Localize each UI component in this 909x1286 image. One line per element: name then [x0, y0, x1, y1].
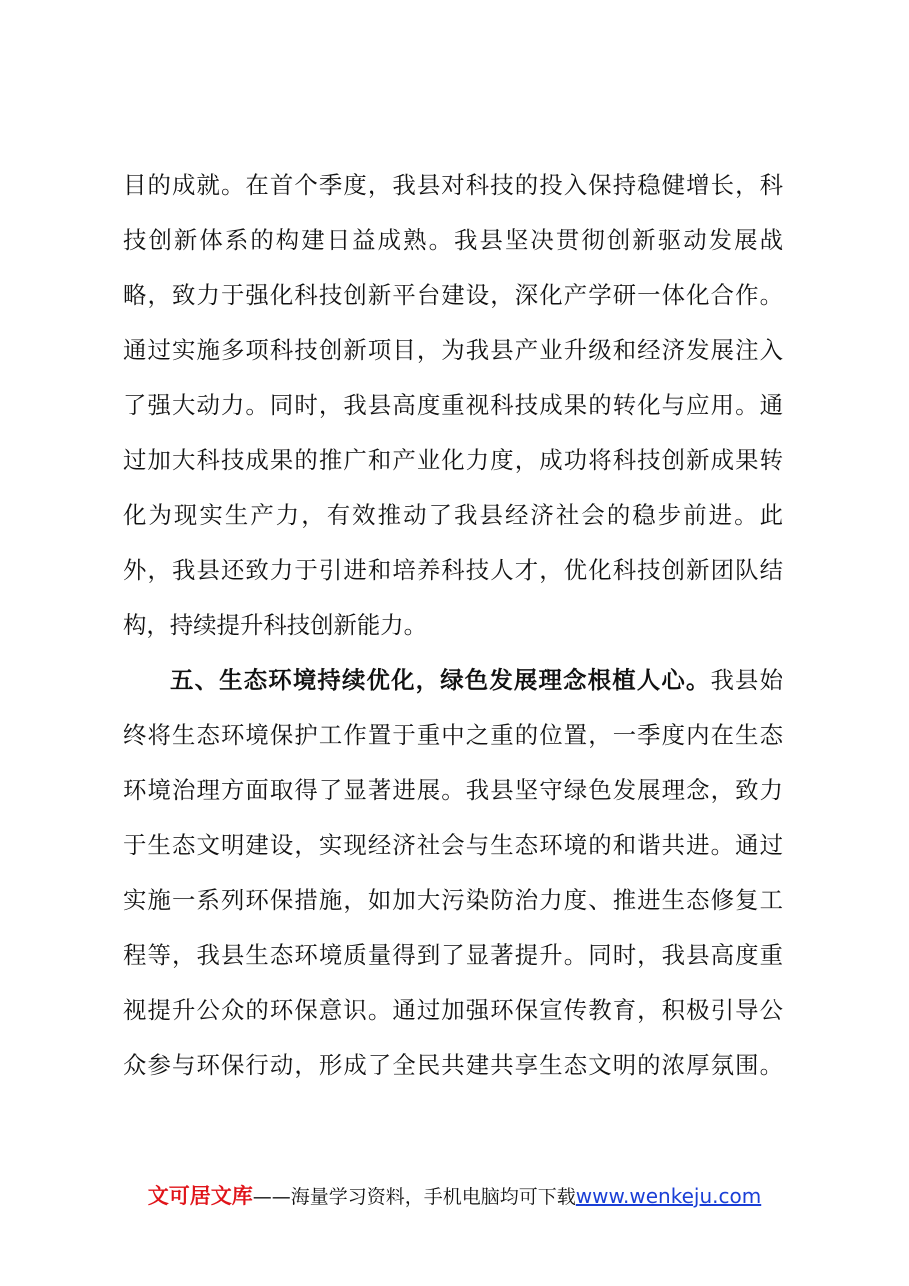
text-line: 了强大动力。同时，我县高度重视科技成果的转化与应用。通 — [123, 391, 783, 419]
text-line: 化为现实生产力，有效推动了我县经济社会的稳步前进。此 — [123, 501, 783, 529]
text-line: 外，我县还致力于引进和培养科技人才，优化科技创新团队结 — [123, 556, 783, 584]
text-line: 略，致力于强化科技创新平台建设，深化产学研一体化合作。 — [123, 281, 783, 309]
page-footer — [0, 1182, 909, 1211]
text-line: 终将生态环境保护工作置于重中之重的位置，一季度内在生态 — [123, 721, 783, 749]
heading-line — [170, 660, 783, 700]
footer-link[interactable]: www.wenkeju.com — [575, 1184, 762, 1208]
footer-tagline: ——海量学习资料，手机电脑均可下载 — [252, 1186, 576, 1208]
text-line: 实施一系列环保措施，如加大污染防治力度、推进生态修复工 — [123, 886, 783, 914]
text-line: 过加大科技成果的推广和产业化力度，成功将科技创新成果转 — [123, 446, 783, 474]
text-line: 于生态文明建设，实现经济社会与生态环境的和谐共进。通过 — [123, 831, 783, 859]
text-line: 程等，我县生态环境质量得到了显著提升。同时，我县高度重 — [123, 941, 783, 969]
text-line: 通过实施多项科技创新项目，为我县产业升级和经济发展注入 — [123, 336, 783, 364]
text-line: 视提升公众的环保意识。通过加强环保宣传教育，积极引导公 — [123, 996, 783, 1024]
section-heading: 五、生态环境持续优化，绿色发展理念根植人心。 — [170, 666, 711, 694]
text-line: 环境治理方面取得了显著进展。我县坚守绿色发展理念，致力 — [123, 776, 783, 804]
heading-line-rest: 我县始 — [710, 666, 784, 694]
footer-brand: 文可居文库 — [147, 1184, 253, 1208]
text-line: 众参与环保行动，形成了全民共建共享生态文明的浓厚氛围。 — [123, 1051, 783, 1079]
text-line: 构，持续提升科技创新能力。 — [123, 611, 428, 639]
text-line: 目的成就。在首个季度，我县对科技的投入保持稳健增长，科 — [123, 171, 783, 199]
text-line: 技创新体系的构建日益成熟。我县坚决贯彻创新驱动发展战 — [123, 226, 783, 254]
